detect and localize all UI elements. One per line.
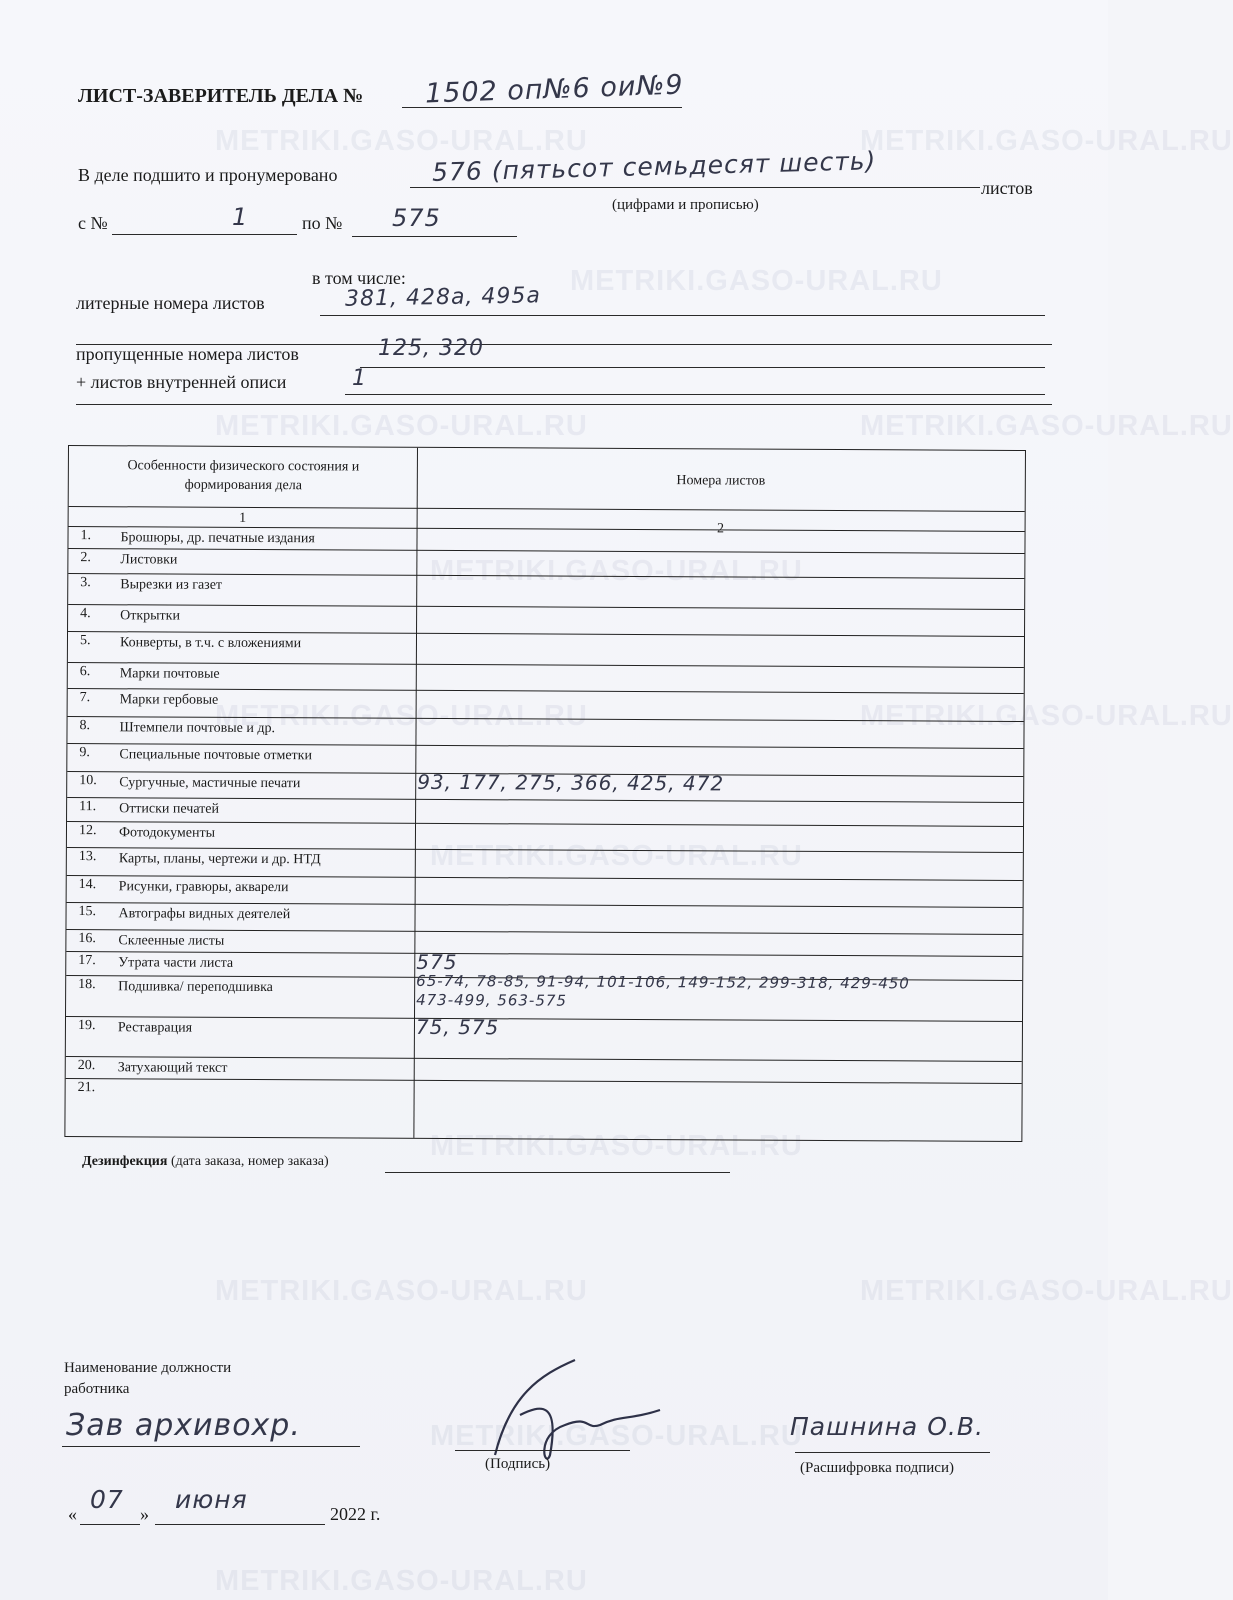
decoded-name-label: (Расшифровка подписи) — [800, 1460, 954, 1476]
row-number: 7. — [79, 690, 91, 706]
condition-table — [64, 445, 1026, 1142]
table-row — [66, 1016, 1022, 1062]
row-label: Подшивка/ переподшивка — [118, 979, 273, 996]
row-number: 20. — [77, 1058, 96, 1074]
signature-label: (Подпись) — [485, 1456, 551, 1472]
row-label: Марки почтовые — [119, 666, 220, 682]
row-number: 14. — [78, 877, 97, 893]
row-label: Специальные почтовые отметки — [119, 747, 313, 764]
row-label: Марки гербовые — [119, 692, 219, 708]
row-number: 9. — [79, 745, 90, 761]
date-year: 2022 г. — [330, 1504, 381, 1524]
row-value: 93, 177, 275, 366, 425, 472 — [417, 769, 725, 796]
col2-number: 2 — [717, 521, 725, 537]
count-hint: (цифрами и прописью) — [612, 197, 759, 213]
range-to-label: по № — [302, 213, 343, 233]
decoded-name-line — [795, 1452, 990, 1453]
row-label: Затухающий текст — [117, 1060, 228, 1076]
watermark: METRIKI.GASO-URAL.RU — [215, 700, 588, 732]
watermark: METRIKI.GASO-URAL.RU — [860, 410, 1233, 442]
watermark: METRIKI.GASO-URAL.RU — [215, 410, 588, 442]
row-number: 1. — [80, 528, 92, 544]
watermark: METRIKI.GASO-URAL.RU — [430, 1420, 803, 1452]
row-number: 3. — [80, 575, 91, 591]
row-label: Сургучные, мастичные печати — [119, 775, 301, 792]
row-number: 5. — [79, 633, 91, 649]
position-label-line2: работника — [64, 1381, 130, 1397]
row-number: 4. — [80, 606, 91, 622]
table-row — [66, 971, 1022, 1022]
disinfection-bold: Дезинфекция — [82, 1154, 168, 1169]
count-value: 576 (пятьсот семьдесят шесть) — [431, 146, 877, 187]
row-label: Автографы видных деятелей — [118, 906, 291, 923]
watermark: METRIKI.GASO-URAL.RU — [860, 125, 1233, 157]
row-number: 10. — [79, 773, 97, 789]
watermark: METRIKI.GASO-URAL.RU — [860, 1275, 1233, 1307]
letter-numbers-label: литерные номера листов — [76, 293, 265, 313]
row-value: 75, 575 — [415, 1014, 500, 1040]
count-suffix: листов — [981, 178, 1033, 198]
row-number: 18. — [78, 977, 96, 993]
watermark: METRIKI.GASO-URAL.RU — [430, 555, 803, 587]
document-title: ЛИСТ-ЗАВЕРИТЕЛЬ ДЕЛА № — [78, 85, 364, 107]
row-label: Реставрация — [117, 1020, 193, 1036]
date-day-line — [80, 1524, 140, 1525]
letter-numbers-line — [320, 315, 1045, 316]
row-number: 16. — [78, 931, 96, 947]
position-label-line1: Наименование должности — [64, 1360, 232, 1376]
row-value-continued: 473-499, 563-575 — [416, 990, 568, 1010]
letter-numbers-value: 381, 428а, 495а — [344, 283, 542, 312]
disinfection-rest: (дата заказа, номер заказа) — [170, 1154, 329, 1169]
table-row — [65, 1078, 1021, 1142]
col2-header: Номера листов — [676, 473, 766, 489]
row-number: 15. — [78, 904, 97, 920]
row-label: Оттиски печатей — [119, 801, 220, 817]
count-line — [410, 187, 980, 188]
missing-numbers-label: пропущенные номера листов — [76, 344, 299, 364]
including-label: в том числе: — [312, 268, 406, 288]
row-label: Склеенные листы — [118, 933, 225, 949]
decoded-name-value: Пашнина О.В. — [790, 1412, 984, 1441]
date-open-quote: « — [68, 1504, 77, 1524]
count-label: В деле подшито и пронумеровано — [78, 165, 338, 185]
signature-line — [455, 1450, 630, 1451]
date-month-line — [155, 1524, 325, 1525]
row-label: Конверты, в т.ч. с вложениями — [119, 635, 302, 652]
inner-inventory-value: 1 — [352, 366, 367, 391]
row-number: 2. — [80, 550, 91, 566]
extra-line — [76, 404, 1052, 405]
case-number-value: 1502 оп№6 ои№9 — [424, 69, 685, 110]
row-label: Фотодокументы — [118, 825, 216, 841]
range-to-line — [352, 236, 517, 237]
row-label: Брошюры, др. печатные издания — [120, 530, 315, 547]
row-label: Карты, планы, чертежи и др. НТД — [118, 851, 321, 868]
row-label: Листовки — [120, 552, 178, 568]
row-label: Вырезки из газет — [120, 577, 223, 593]
range-from-value: 1 — [232, 203, 249, 231]
watermark: METRIKI.GASO-URAL.RU — [570, 265, 943, 297]
range-from-label: с № — [78, 213, 108, 233]
col1-number: 1 — [239, 510, 247, 526]
disinfection-line — [385, 1172, 730, 1173]
position-line — [62, 1446, 360, 1447]
row-number: 11. — [79, 799, 97, 815]
row-label: Утрата части листа — [118, 955, 234, 971]
disinfection-label — [82, 1154, 329, 1170]
watermark: METRIKI.GASO-URAL.RU — [430, 1130, 803, 1162]
row-label: Открытки — [120, 608, 181, 624]
range-to-value: 575 — [392, 204, 441, 232]
inner-inventory-line — [345, 394, 1045, 395]
row-number: 12. — [78, 823, 97, 839]
row-number: 21. — [77, 1080, 96, 1096]
watermark: METRIKI.GASO-URAL.RU — [430, 840, 803, 872]
date-close-quote: » — [140, 1504, 149, 1524]
watermark: METRIKI.GASO-URAL.RU — [215, 125, 588, 157]
row-number: 19. — [77, 1018, 96, 1034]
row-value: 65-74, 78-85, 91-94, 101-106, 149-152, 299-318, 429-450 — [416, 971, 910, 993]
position-label — [64, 1358, 231, 1400]
row-value: 575 — [416, 949, 458, 975]
row-label: Рисунки, гравюры, акварели — [118, 879, 289, 896]
missing-numbers-value: 125, 320 — [378, 336, 484, 361]
row-number: 6. — [79, 664, 91, 680]
watermark: METRIKI.GASO-URAL.RU — [860, 700, 1233, 732]
missing-numbers-line — [360, 367, 1045, 368]
watermark: METRIKI.GASO-URAL.RU — [215, 1275, 588, 1307]
col1-header: Особенности физического состояния и формирования дела — [127, 458, 360, 494]
row-number: 8. — [79, 718, 91, 734]
date-day-value: 07 — [90, 1485, 124, 1514]
range-from-line — [112, 234, 297, 235]
inner-inventory-label: + листов внутренней описи — [76, 372, 287, 392]
row-number: 17. — [78, 953, 96, 969]
date-month-value: июня — [175, 1485, 248, 1514]
row-number: 13. — [78, 849, 97, 865]
watermark: METRIKI.GASO-URAL.RU — [215, 1565, 588, 1597]
position-value: Зав архивохр. — [66, 1408, 301, 1443]
row-label: Штемпели почтовые и др. — [119, 720, 276, 737]
